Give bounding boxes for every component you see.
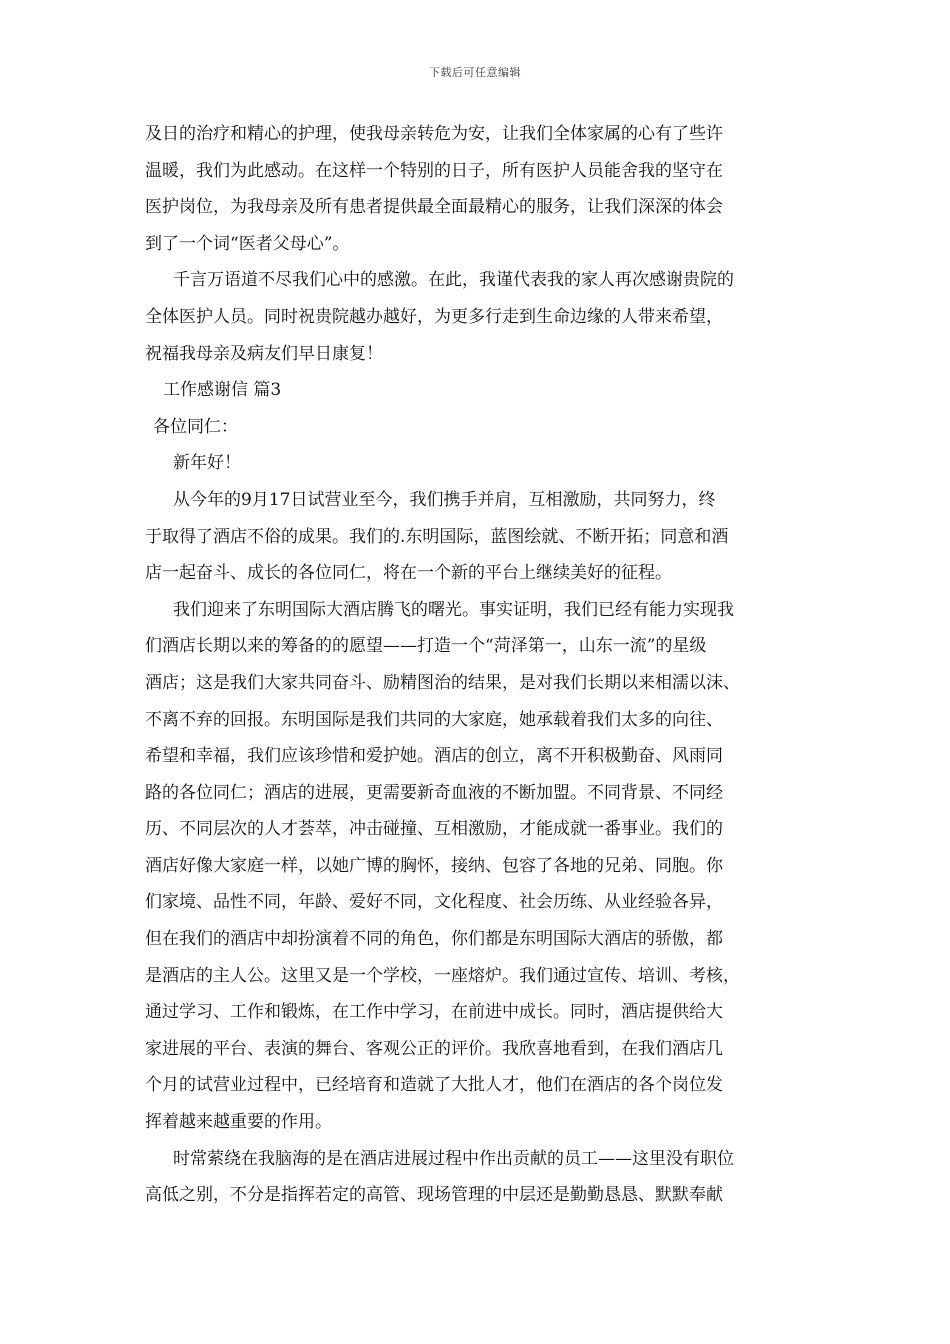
text-line: 千言万语道不尽我们心中的感激。在此，我谨代表我的家人再次感谢贵院的 — [173, 270, 734, 291]
text-line: 酒店；这是我们大家共同奋斗、励精图治的结果，是对我们长期以来相濡以沫、 — [145, 672, 740, 693]
text-line: 及日的治疗和精心的护理，使我母亲转危为安，让我们全体家属的心有了些许 — [145, 124, 723, 144]
text-line: 酒店好像大家庭一样，以她广博的胸怀，接纳、包容了各地的兄弟、同胞。你 — [145, 855, 723, 876]
text-line: 各位同仁： — [153, 416, 238, 437]
text-line: 温暖，我们为此感动。在这样一个特别的日子，所有医护人员能舍我的坚守在 — [145, 160, 723, 181]
text-line: 但在我们的酒店中却扮演着不同的角色，你们都是东明国际大酒店的骄傲，都 — [145, 929, 723, 950]
text-line: 到了一个词“医者父母心”。 — [145, 233, 350, 254]
text-line: 医护岗位，为我母亲及所有患者提供最全面最精心的服务，让我们深深的体会 — [145, 197, 723, 218]
text-line: 祝福我母亲及病友们早日康复！ — [145, 343, 383, 364]
text-line: 时常萦绕在我脑海的是在酒店进展过程中作出贡献的员工——这里没有职位 — [173, 1148, 734, 1169]
text-line: 是酒店的主人公。这里又是一个学校，一座熔炉。我们通过宣传、培训、考核， — [145, 965, 740, 986]
text-line: 历、不同层次的人才荟萃，冲击碰撞、互相激励，才能成就一番事业。我们的 — [145, 819, 723, 840]
text-line: 全体医护人员。同时祝贵院越办越好，为更多行走到生命边缘的人带来希望， — [145, 306, 723, 327]
text-line: 不离不弃的回报。东明国际是我们共同的大家庭，她承载着我们太多的向往、 — [145, 709, 723, 730]
document-body — [145, 116, 825, 1214]
text-line: 于取得了酒店不俗的成果。我们的.东明国际，蓝图绘就、不断开拓；同意和酒 — [145, 526, 729, 547]
text-line: 工作感谢信 篇3 — [163, 380, 282, 401]
page-header: 下载后可任意编辑 — [429, 66, 521, 79]
text-line: 家进展的平台、表演的舞台、客观公正的评价。我欣喜地看到，在我们酒店几 — [145, 1038, 723, 1059]
text-line: 新年好！ — [173, 453, 241, 474]
text-line: 希望和幸福，我们应该珍惜和爱护她。酒店的创立，离不开积极勤奋、风雨同 — [145, 746, 723, 767]
text-line: 我们迎来了东明国际大酒店腾飞的曙光。事实证明，我们已经有能力实现我 — [173, 599, 734, 620]
text-line: 从今年的9月17日试营业至今，我们携手并肩，互相激励，共同努力，终 — [173, 489, 716, 510]
text-line: 高低之别，不分是指挥若定的高管、现场管理的中层还是勤勤恳恳、默默奉献 — [145, 1185, 723, 1206]
text-line: 通过学习、工作和锻炼，在工作中学习，在前进中成长。同时，酒店提供给大 — [145, 1002, 723, 1023]
text-line: 们家境、品性不同，年龄、爱好不同，文化程度、社会历练、从业经验各异， — [145, 892, 723, 913]
text-line: 们酒店长期以来的筹备的的愿望——打造一个“菏泽第一，山东一流”的星级 — [145, 636, 707, 657]
text-line: 个月的试营业过程中，已经培育和造就了大批人才，他们在酒店的各个岗位发 — [145, 1075, 723, 1096]
text-line: 路的各位同仁；酒店的进展，更需要新奇血液的不断加盟。不同背景、不同经 — [145, 782, 723, 803]
text-line: 挥着越来越重要的作用。 — [145, 1112, 332, 1133]
text-line: 店一起奋斗、成长的各位同仁，将在一个新的平台上继续美好的征程。 — [145, 563, 672, 584]
